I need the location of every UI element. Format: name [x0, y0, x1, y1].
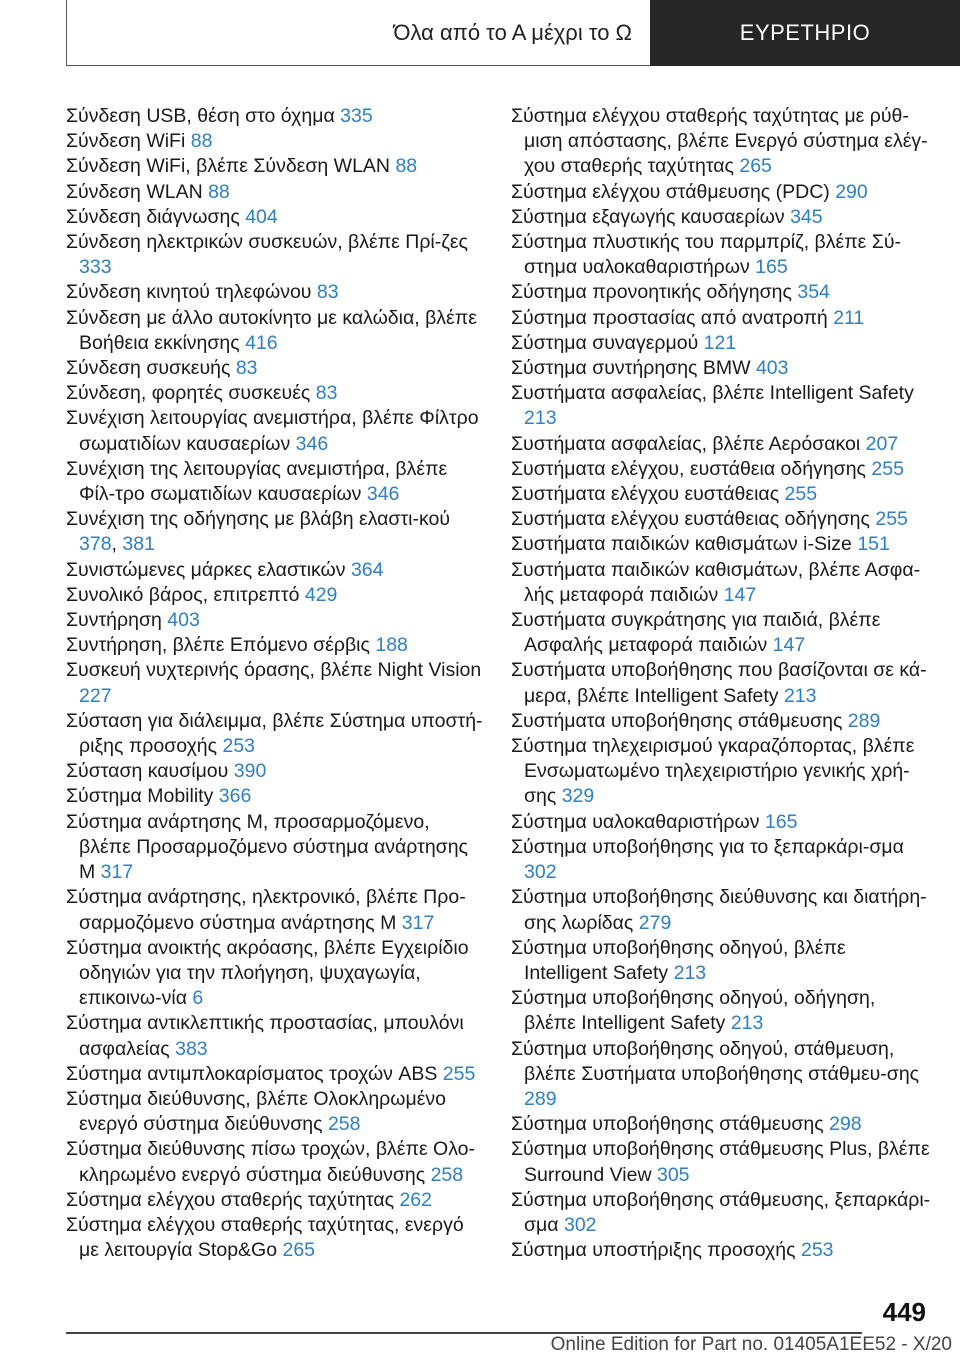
index-entry	[66, 583, 486, 608]
index-entry	[511, 457, 931, 482]
page-link[interactable]: 165	[755, 256, 788, 279]
section-tab	[66, 0, 650, 66]
index-column-left	[66, 104, 486, 1263]
page-link[interactable]: 88	[395, 155, 418, 178]
index-entry	[511, 658, 931, 708]
index-entry-text: Σύστημα υποστήριξης προσοχής	[511, 1239, 796, 1262]
index-entry-text: Σύνδεση ηλεκτρικών συσκευών, βλέπε Πρί‐ζες	[66, 231, 468, 254]
index-entry	[66, 1011, 486, 1061]
page-link[interactable]: 366	[218, 785, 252, 808]
page-link[interactable]: 346	[366, 483, 400, 506]
page-link[interactable]: 213	[673, 961, 707, 984]
page-link[interactable]: 121	[703, 331, 737, 354]
page-link[interactable]: 305	[656, 1163, 690, 1186]
index-entry-text: Συντήρηση, βλέπε Επόμενο σέρβις	[66, 634, 370, 657]
page-link[interactable]: 345	[790, 205, 823, 228]
page-link[interactable]: 290	[835, 180, 868, 203]
index-entry-text: Σύνδεση με άλλο αυτοκίνητο με καλώδια, βλέπε Βοήθεια εκκίνησης	[66, 306, 477, 354]
index-entry	[511, 532, 931, 557]
index-entry-text: Συστήματα παιδικών καθισμάτων, βλέπε Ασφα‐λής μεταφορά παιδιών	[511, 558, 921, 606]
index-entry	[66, 104, 486, 129]
index-entry-text: Σύστημα Mobility	[66, 785, 214, 808]
index-entry	[511, 280, 931, 305]
index-entry	[511, 810, 931, 835]
index-entry	[511, 734, 931, 810]
index-entry	[511, 381, 931, 431]
index-entry-text: Σύστημα συναγερμού	[511, 331, 699, 354]
index-entry	[511, 356, 931, 381]
index-label: ΕΥΡΕΤΗΡΙΟ	[739, 20, 871, 45]
index-entry-text: Συστήματα ελέγχου ευστάθειας οδήγησης	[511, 508, 870, 531]
index-entry-text: Σύστημα υαλοκαθαριστήρων	[511, 810, 760, 833]
page-link[interactable]: 317	[401, 911, 435, 934]
index-entry	[66, 154, 486, 179]
index-entry-text: Σύνδεση WLAN	[66, 180, 203, 203]
page-link[interactable]: 83	[235, 357, 258, 380]
page-link[interactable]: 383	[175, 1037, 208, 1060]
page-link[interactable]: 378	[79, 533, 112, 556]
page-link[interactable]: 213	[730, 1012, 764, 1035]
page-link[interactable]: 416	[245, 331, 278, 354]
index-entry	[66, 759, 486, 784]
index-entry-text: Σύστημα πλυστικής του παρμπρίζ, βλέπε Σύ‐στημα υαλοκαθαριστήρων	[511, 231, 901, 279]
page-link[interactable]: 265	[739, 155, 772, 178]
index-entry-text: Σύστημα ανάρτησης M, προσαρμοζόμενο, βλέπε Προσαρμοζόμενο σύστημα ανάρτησης M	[66, 810, 468, 884]
index-entry-text: Σύστημα ελέγχου σταθερής ταχύτητας με ρύθ‐μιση απόστασης, βλέπε Ενεργό σύστημα ελέγ‐χου σταθερής ταχύτητας	[511, 105, 928, 178]
index-entry-text: Συστήματα ελέγχου ευστάθειας	[511, 483, 780, 506]
index-entry-text: Σύστημα υποβοήθησης οδηγού, στάθμευση, βλέπε Συστήματα υποβοήθησης στάθμευ‐σης	[511, 1037, 920, 1085]
index-entry-text: Σύσταση καυσίμου	[66, 760, 229, 783]
index-entry	[66, 1062, 486, 1087]
index-entry-text: Συστήματα ασφαλείας, βλέπε Intelligent Safety	[511, 382, 914, 405]
page-header	[66, 0, 960, 66]
index-entry-text: Σύστημα υποβοήθησης στάθμευσης	[511, 1113, 824, 1136]
index-entry	[66, 885, 486, 935]
page-link[interactable]: 253	[800, 1239, 834, 1262]
index-entry	[511, 1137, 931, 1187]
page-link[interactable]: 403	[755, 357, 789, 380]
index-entry-text: Σύστημα ανάρτησης, ηλεκτρονικό, βλέπε Προ‐σαρμοζόμενο σύστημα ανάρτησης M	[66, 886, 466, 934]
index-entry	[511, 507, 931, 532]
index-entry-text: Συνέχιση λειτουργίας ανεμιστήρα, βλέπε Φίλτρο σωματιδίων καυσαερίων	[66, 407, 479, 455]
index-entry	[66, 457, 486, 507]
page-link[interactable]: 333	[79, 256, 112, 279]
index-entry	[511, 835, 931, 885]
index-entry-text: Συστήματα παιδικών καθισμάτων i-Size	[511, 533, 852, 556]
page-link[interactable]: 317	[100, 861, 134, 884]
index-entry	[66, 129, 486, 154]
index-entry-text: Σύνδεση USB, θέση στο όχημα	[66, 105, 335, 127]
page-link[interactable]: 211	[833, 306, 865, 329]
index-entry-text: Σύστημα υποβοήθησης διεύθυνσης και διατήρη‐σης λωρίδας	[511, 886, 927, 934]
page-link[interactable]: 188	[375, 634, 408, 657]
index-entry	[66, 306, 486, 356]
index-entry-text: Συστήματα υποβοήθησης στάθμευσης	[511, 709, 843, 732]
page-link[interactable]: 227	[79, 684, 112, 707]
page-link[interactable]: 147	[723, 583, 757, 606]
index-entry	[66, 1087, 486, 1137]
page-link[interactable]: 255	[871, 457, 904, 480]
page-link[interactable]: 151	[857, 533, 890, 556]
index-entry-text: Σύνδεση, φορητές συσκευές	[66, 382, 311, 405]
index-entry	[511, 608, 931, 658]
index-entry-text: Σύστημα υποβοήθησης στάθμευσης Plus, βλέπε Surround View	[511, 1138, 930, 1186]
page-link[interactable]: 364	[350, 558, 384, 581]
page-link[interactable]: 258	[327, 1113, 361, 1136]
index-entry	[511, 432, 931, 457]
index-entry-text: Συνέχιση της λειτουργίας ανεμιστήρα, βλέπε Φίλ‐τρο σωματιδίων καυσαερίων	[66, 457, 448, 506]
index-entry-text: Συστήματα ελέγχου, ευστάθεια οδήγησης	[511, 457, 866, 480]
index-entry-text: Σύστημα διεύθυνσης πίσω τροχών, βλέπε Ολο‐κληρωμένο ενεργό σύστημα διεύθυνσης	[66, 1138, 476, 1186]
index-entry	[66, 356, 486, 381]
index-entry	[511, 986, 931, 1036]
page-link[interactable]: 302	[563, 1213, 597, 1236]
index-entry-text: Σύστημα ελέγχου στάθμευσης (PDC)	[511, 180, 830, 203]
index-entry-text: Σύνδεση διάγνωσης	[66, 205, 240, 228]
index-entry-text: Σύστημα τηλεχειρισμού γκαραζόπορτας, βλέπε Ενσωματωμένο τηλεχειριστήριο γενικής χρή‐σης	[511, 735, 915, 808]
index-column-right	[511, 104, 931, 1263]
index-entry-text: Συσκευή νυχτερινής όρασης, βλέπε Night Vision	[66, 659, 482, 682]
index-entry: Συνέχιση της οδήγησης με βλάβη ελαστι‐κού 378, 381	[66, 508, 451, 556]
page-link[interactable]: 88	[208, 180, 230, 203]
index-entry	[66, 180, 486, 205]
index-entry	[66, 784, 486, 809]
index-entry	[511, 104, 931, 180]
index-entry	[511, 1188, 931, 1238]
index-entry-text: Συνέχιση της οδήγησης με βλάβη ελαστι‐κού	[66, 508, 451, 531]
index-entry	[66, 608, 486, 633]
index-entry-text: Σύσταση για διάλειμμα, βλέπε Σύστημα υποστή‐ριξης προσοχής	[66, 709, 483, 758]
page-link[interactable]: 165	[764, 810, 798, 833]
page-link[interactable]: 213	[783, 684, 817, 707]
index-tab[interactable]	[650, 0, 960, 66]
page-link[interactable]: 265	[282, 1239, 316, 1262]
index-entry-text: Συστήματα ασφαλείας, βλέπε Αερόσακοι	[511, 432, 861, 455]
index-entry	[511, 1112, 931, 1137]
index-entry-text: Σύστημα υποβοήθησης οδηγού, οδήγηση, βλέπε Intelligent Safety	[511, 987, 876, 1035]
index-entry-text: Σύνδεση WiFi, βλέπε Σύνδεση WLAN	[66, 155, 391, 178]
index-entry	[511, 230, 931, 280]
page-link[interactable]: 403	[167, 609, 200, 632]
index-entry-text: Σύστημα προστασίας από ανατροπή	[511, 306, 828, 329]
index-entry	[66, 810, 486, 886]
index-entry-text: Συστήματα υποβοήθησης που βασίζονται σε κά‐μερα, βλέπε Intelligent Safety	[511, 659, 927, 707]
page-link[interactable]: 213	[524, 407, 557, 430]
page-link[interactable]: 335	[340, 105, 373, 127]
page-link[interactable]: 298	[829, 1113, 862, 1136]
index-entry	[511, 180, 931, 205]
index-entry-text: Συνολικό βάρος, επιτρεπτό	[66, 583, 300, 606]
index-entry	[511, 885, 931, 935]
index-entry	[66, 936, 486, 1012]
page-link[interactable]: 147	[772, 634, 806, 657]
page-link[interactable]: 88	[190, 130, 213, 153]
index-entry-text: Σύνδεση συσκευής	[66, 357, 231, 380]
index-entry	[511, 205, 931, 230]
index-entry-text: Συντήρηση	[66, 609, 162, 632]
index-entry-text: Σύστημα υποβοήθησης οδηγού, βλέπε Intelligent Safety	[511, 936, 846, 984]
index-entry-text: Σύστημα εξαγωγής καυσαερίων	[511, 205, 785, 228]
index-entry-text: Σύστημα ελέγχου σταθερής ταχύτητας	[66, 1188, 395, 1211]
page-link[interactable]: 253	[222, 735, 256, 758]
index-entry-text: Σύνδεση WiFi	[66, 130, 186, 153]
page-link[interactable]: 302	[524, 861, 557, 884]
index-entry-text: Συνιστώμενες μάρκες ελαστικών	[66, 558, 346, 581]
index-entry-text: Σύστημα αντιμπλοκαρίσματος τροχών ABS	[66, 1062, 438, 1085]
page-link[interactable]: 329	[561, 785, 595, 808]
index-entry	[66, 1188, 486, 1213]
index-entry	[511, 558, 931, 608]
section-label: Όλα από το Α μέχρι το Ω	[393, 19, 632, 45]
page-link[interactable]: 83	[316, 281, 339, 304]
index-entry	[511, 936, 931, 986]
page-link[interactable]: 381	[122, 533, 155, 556]
page-number: 449	[882, 1297, 926, 1327]
page-link[interactable]: 6	[192, 987, 204, 1010]
index-entry	[66, 633, 486, 658]
index-entry	[66, 558, 486, 583]
page-link[interactable]: 346	[295, 432, 329, 455]
page-link[interactable]: 262	[399, 1188, 432, 1211]
index-entry-text: Σύστημα υποβοήθησης στάθμευσης, ξεπαρκάρι‐σμα	[511, 1188, 931, 1236]
index-entry	[511, 1037, 931, 1113]
page-link[interactable]: 258	[430, 1163, 464, 1186]
page-link[interactable]: 255	[442, 1062, 476, 1085]
index-entry	[66, 658, 486, 708]
index-entry	[66, 230, 486, 280]
edition-text: Online Edition for Part no. 01405A1EE52 - X/20	[550, 1334, 952, 1355]
page-link[interactable]: 390	[233, 760, 267, 783]
index-entry	[66, 1213, 486, 1263]
index-entry	[511, 709, 931, 734]
index-entry-text: Σύστημα αντικλεπτικής προστασίας, μπουλόνι ασφαλείας	[66, 1012, 464, 1060]
page-link[interactable]: 289	[847, 709, 881, 732]
page-link[interactable]: 429	[304, 583, 338, 606]
index-entry	[66, 205, 486, 230]
page-link[interactable]: 279	[638, 911, 672, 934]
page-link[interactable]: 255	[875, 508, 908, 531]
index-entry	[66, 280, 486, 305]
page-link[interactable]: 207	[865, 432, 899, 455]
index-entry-text: Συστήματα συγκράτησης για παιδιά, βλέπε Ασφαλής μεταφορά παιδιών	[511, 609, 881, 657]
index-entry	[66, 709, 486, 759]
index-entry-text: Σύστημα συντήρησης BMW	[511, 357, 751, 380]
page-link[interactable]: 404	[245, 205, 278, 228]
index-entry-text: Σύστημα προνοητικής οδήγησης	[511, 281, 792, 304]
index-entry-text: Σύστημα ελέγχου σταθερής ταχύτητας, ενεργό με λειτουργία Stop&Go	[66, 1213, 464, 1262]
index-entry-text: Σύνδεση κινητού τηλεφώνου	[66, 281, 312, 304]
index-entry-text: Σύστημα ανοικτής ακρόασης, βλέπε Εγχειρίδιο οδηγιών για την πλοήγηση, ψυχαγωγία, επικοινω‐νία	[66, 936, 469, 1010]
index-entry	[511, 1238, 931, 1263]
index-entry	[66, 406, 486, 456]
index-entry	[511, 482, 931, 507]
page-link[interactable]: 83	[315, 382, 338, 405]
index-entry-text: Σύστημα υποβοήθησης για το ξεπαρκάρι‐σμα	[511, 835, 904, 858]
page-link[interactable]: 289	[524, 1087, 557, 1110]
index-entry	[66, 381, 486, 406]
index-entry	[511, 306, 931, 331]
index-entry	[66, 1137, 486, 1187]
index-entry-text: Σύστημα διεύθυνσης, βλέπε Ολοκληρωμένο ενεργό σύστημα διεύθυνσης	[66, 1087, 447, 1136]
page-link[interactable]: 255	[784, 483, 818, 506]
index-entry	[511, 331, 931, 356]
page-link[interactable]: 354	[797, 281, 830, 304]
